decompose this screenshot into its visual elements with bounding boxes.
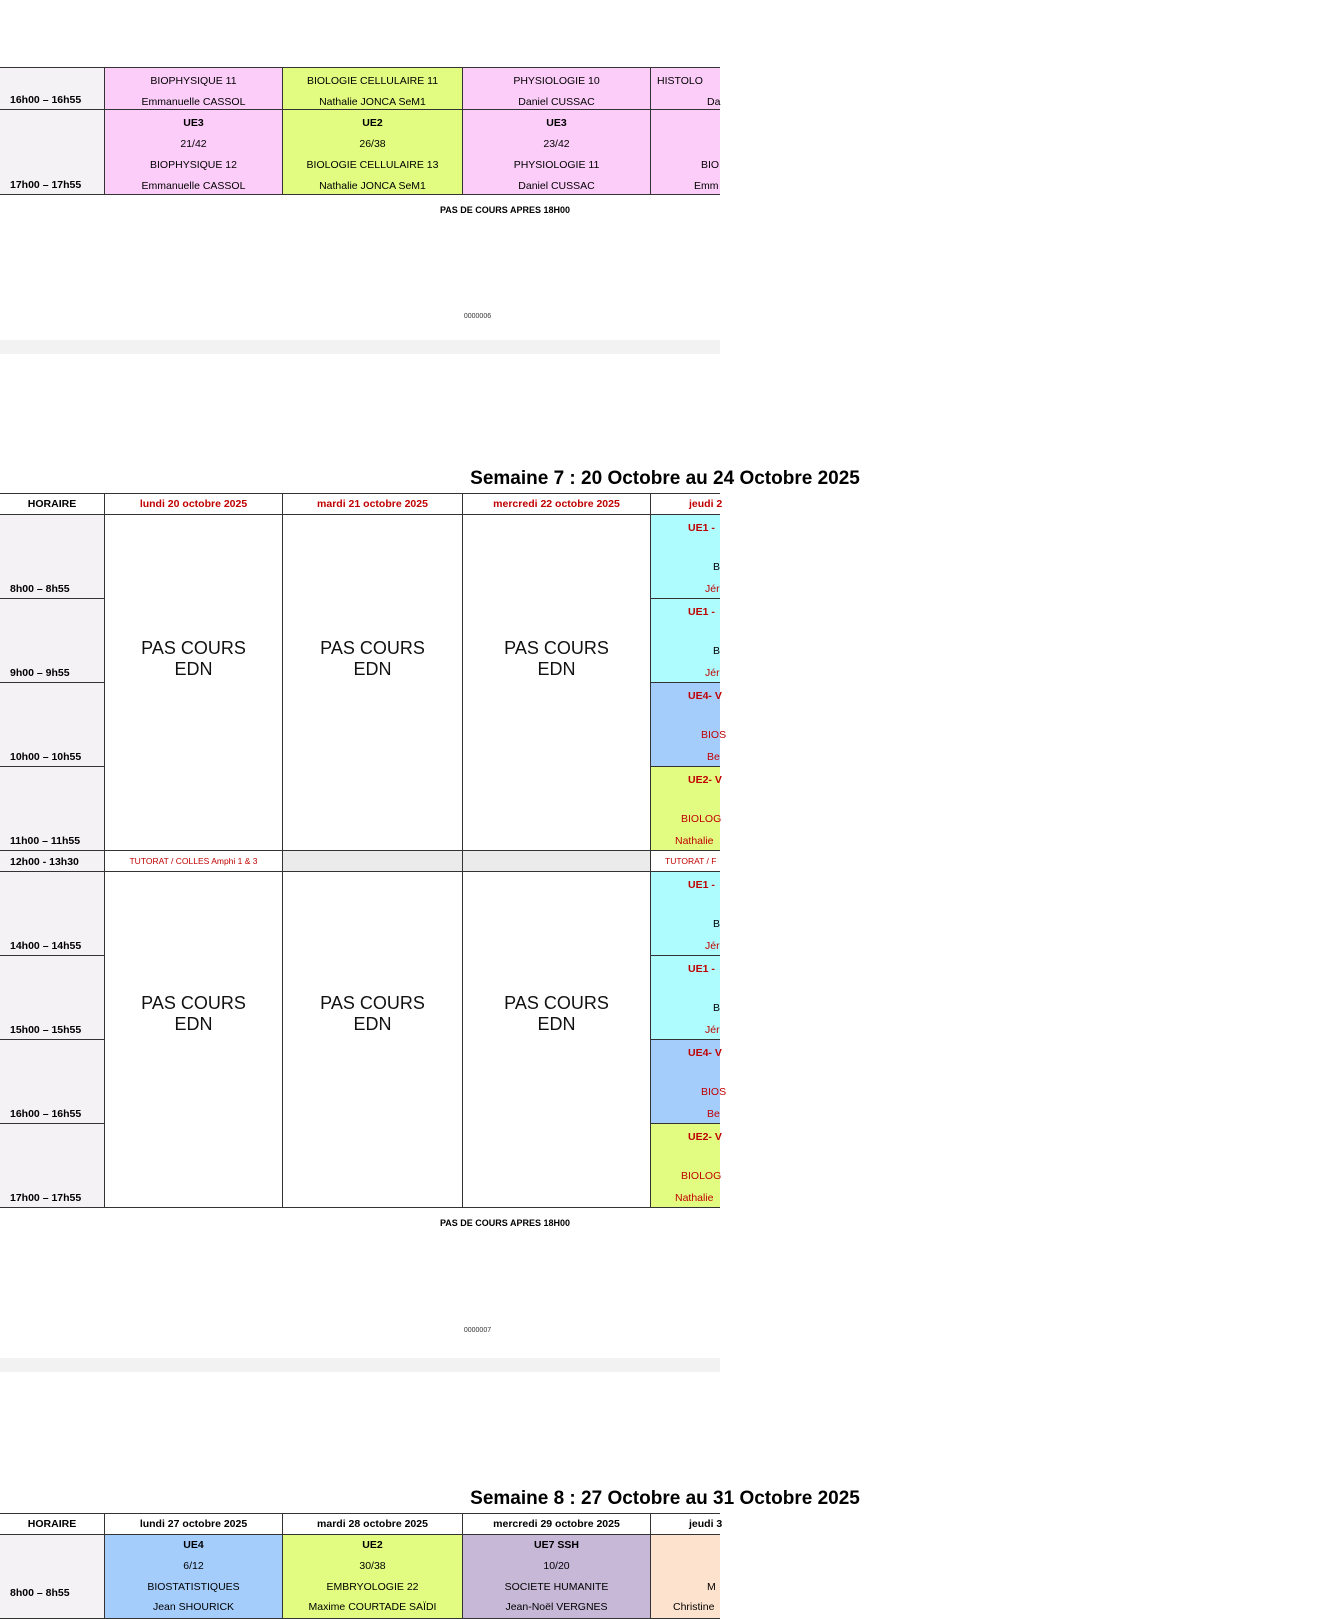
course-name: HISTOLO xyxy=(657,75,703,87)
header-day-thursday: jeudi 3 xyxy=(651,1514,720,1535)
header-day-thursday: jeudi 2 xyxy=(651,494,720,515)
header-day-wednesday: mercredi 29 octobre 2025 xyxy=(463,1514,651,1535)
ue-label: UE3 xyxy=(183,117,204,129)
course-cell[interactable] xyxy=(283,68,463,110)
time-cell: 15h00 – 15h55 xyxy=(0,956,105,1040)
course-cell[interactable] xyxy=(651,68,720,110)
course-cell[interactable] xyxy=(105,68,283,110)
session-count: 23/42 xyxy=(543,138,570,150)
page-code: 0000007 xyxy=(463,1327,492,1334)
teacher-name: Maxime COURTADE SAÏDI xyxy=(308,1601,437,1613)
course-cell[interactable] xyxy=(105,110,283,195)
time-cell: 14h00 – 14h55 xyxy=(0,872,105,956)
course-name: BIOSTATISTIQUES xyxy=(147,1581,240,1593)
tutorat-cell[interactable]: TUTORAT / F xyxy=(651,851,720,872)
page-separator xyxy=(0,340,720,354)
session-count: 26/38 xyxy=(359,138,386,150)
teacher-name: Emmanuelle CASSOL xyxy=(141,96,246,108)
course-cell[interactable]: UE4- V BIOS Be xyxy=(651,683,720,767)
course-name: BIOLOGIE CELLULAIRE 11 xyxy=(306,75,439,87)
course-cell[interactable]: UE4- V BIOS Be xyxy=(651,1040,720,1124)
course-cell[interactable] xyxy=(463,110,651,195)
no-course-block: PAS COURS EDN xyxy=(283,515,463,851)
course-name: BIOLOGIE CELLULAIRE 13 xyxy=(306,159,439,171)
course-name: BIOPHYSIQUE 11 xyxy=(150,75,237,87)
course-cell[interactable]: UE1 - B Jér xyxy=(651,515,720,599)
header-day-monday: lundi 27 octobre 2025 xyxy=(105,1514,283,1535)
course-name: EMBRYOLOGIE 22 xyxy=(326,1581,419,1593)
session-count: 10/20 xyxy=(543,1560,570,1572)
header-day-tuesday: mardi 28 octobre 2025 xyxy=(283,1514,463,1535)
session-count: 21/42 xyxy=(180,138,207,150)
teacher-name: Christine xyxy=(673,1601,715,1613)
ue-label: UE4 xyxy=(183,1539,204,1551)
no-course-block: PAS COURS EDN xyxy=(105,872,283,1208)
time-cell: 9h00 – 9h55 xyxy=(0,599,105,683)
teacher-name: Nathalie JONCA SeM1 xyxy=(319,180,426,192)
teacher-name: Emmanuelle CASSOL xyxy=(141,180,246,192)
course-cell[interactable]: UE1 - B Jér xyxy=(651,872,720,956)
course-cell[interactable]: UE1 - B Jér xyxy=(651,599,720,683)
teacher-name: Jean-Noël VERGNES xyxy=(505,1601,608,1613)
course-cell[interactable] xyxy=(105,1535,283,1619)
header-day-monday: lundi 20 octobre 2025 xyxy=(105,494,283,515)
course-name: M xyxy=(707,1581,716,1593)
page-week7 xyxy=(0,354,860,1358)
header-day-tuesday: mardi 21 octobre 2025 xyxy=(283,494,463,515)
ue-label: UE7 SSH xyxy=(534,1539,579,1551)
ue-label: UE3 xyxy=(546,117,567,129)
time-cell-lunch: 12h00 - 13h30 xyxy=(0,851,105,872)
course-cell[interactable]: UE2- V BIOLOG Nathalie xyxy=(651,767,720,851)
week-title: Semaine 8 : 27 Octobre au 31 Octobre 2025 xyxy=(470,1488,860,1509)
tutorat-cell[interactable]: TUTORAT / COLLES Amphi 1 & 3 xyxy=(105,851,283,872)
course-cell[interactable]: UE1 - B Jér xyxy=(651,956,720,1040)
header-horaire: HORAIRE xyxy=(0,1514,105,1535)
header-horaire: HORAIRE xyxy=(0,494,105,515)
course-name: SOCIETE HUMANITE xyxy=(504,1581,609,1593)
time-cell: 16h00 – 16h55 xyxy=(0,1040,105,1124)
course-cell[interactable] xyxy=(651,1535,720,1619)
teacher-name: Nathalie JONCA SeM1 xyxy=(319,96,426,108)
ue-label: UE2 xyxy=(362,1539,383,1551)
time-cell: 17h00 – 17h55 xyxy=(0,1124,105,1208)
time-cell: 11h00 – 11h55 xyxy=(0,767,105,851)
no-course-after-note: PAS DE COURS APRES 18H00 xyxy=(439,205,571,215)
no-course-block: PAS COURS EDN xyxy=(463,515,651,851)
course-name: PHYSIOLOGIE 10 xyxy=(513,75,600,87)
lunch-cell xyxy=(283,851,463,872)
lunch-cell xyxy=(463,851,651,872)
teacher-name: Daniel CUSSAC xyxy=(518,180,595,192)
session-count: 6/12 xyxy=(183,1560,204,1572)
header-day-wednesday: mercredi 22 octobre 2025 xyxy=(463,494,651,515)
time-cell: 17h00 – 17h55 xyxy=(0,110,105,195)
teacher-name: Da xyxy=(707,96,721,108)
time-cell: 8h00 – 8h55 xyxy=(0,515,105,599)
course-cell[interactable] xyxy=(283,110,463,195)
page-code: 0000006 xyxy=(463,313,492,320)
page-week6-tail xyxy=(0,0,720,340)
time-cell: 10h00 – 10h55 xyxy=(0,683,105,767)
no-course-after-note: PAS DE COURS APRES 18H00 xyxy=(439,1218,571,1228)
course-cell[interactable] xyxy=(651,110,720,195)
no-course-block: PAS COURS EDN xyxy=(463,872,651,1208)
course-name: BIOPHYSIQUE 12 xyxy=(150,159,237,171)
teacher-name: Daniel CUSSAC xyxy=(518,96,595,108)
course-cell[interactable] xyxy=(463,1535,651,1619)
course-name: PHYSIOLOGIE 11 xyxy=(513,159,600,171)
course-cell[interactable]: UE2- V BIOLOG Nathalie xyxy=(651,1124,720,1208)
session-count: 30/38 xyxy=(359,1560,386,1572)
course-cell[interactable] xyxy=(283,1535,463,1619)
teacher-name: Jean SHOURICK xyxy=(152,1601,235,1613)
page-separator xyxy=(0,1358,720,1372)
no-course-block: PAS COURS EDN xyxy=(283,872,463,1208)
time-cell: 16h00 – 16h55 xyxy=(0,68,105,110)
week-title: Semaine 7 : 20 Octobre au 24 Octobre 2025 xyxy=(470,468,860,489)
course-name: BIO xyxy=(701,159,720,171)
course-cell[interactable] xyxy=(463,68,651,110)
time-cell: 8h00 – 8h55 xyxy=(0,1535,105,1619)
no-course-block: PAS COURS EDN xyxy=(105,515,283,851)
teacher-name: Emm xyxy=(694,180,719,192)
ue-label: UE2 xyxy=(362,117,383,129)
page-week8 xyxy=(0,1372,860,1613)
